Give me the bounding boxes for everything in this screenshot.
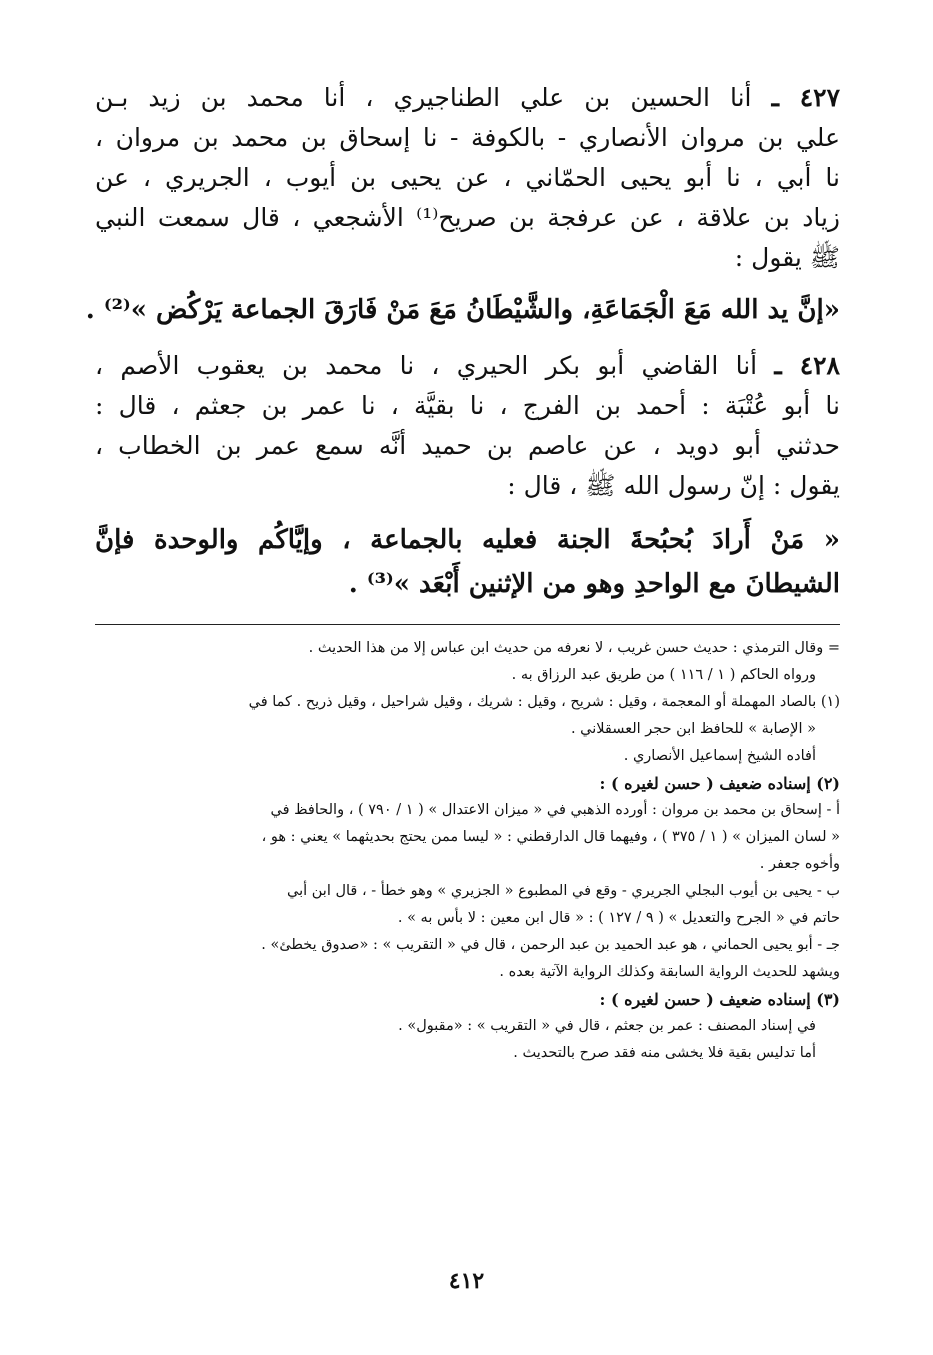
footnote-1: (١) بالصاد المهملة أو المعجمة ، وقيل : شريح ، وقيل : شريك ، وقيل شراحيل ، وقيل ذريح . كما في — [248, 694, 840, 710]
footnote-line: أفاده الشيخ إسماعيل الأنصاري . — [623, 748, 816, 764]
hadith-line: نا أبي ، نا أبو يحيى الحمّاني ، عن يحيى بن أيوب ، الجريري ، عن — [95, 163, 840, 192]
footnote-line: = وقال الترمذي : حديث حسن غريب ، لا نعرفه من حديث ابن عباس إلا من هذا الحديث . — [308, 640, 840, 656]
hadith-428 — [95, 346, 840, 606]
footnote-line: وأخوه جعفر . — [759, 856, 840, 872]
hadith-line: يقول : إنّ رسول الله ﷺ ، قال : — [507, 471, 840, 500]
hadith-line: نا أبو عُتْبَة : أحمد بن الفرج ، نا بقيَّة ، نا عمر بن جعثم ، قال : — [95, 391, 840, 420]
page-body — [85, 78, 841, 1067]
hadith-number: ٤٢٧ ـ — [771, 83, 841, 112]
footnote-line: « الإصابة » للحافظ ابن حجر العسقلاني . — [570, 721, 816, 737]
hadith-line: علي بن مروان الأنصاري - بالكوفة - نا إسحاق بن محمد بن مروان ، — [95, 123, 840, 152]
hadith-line: ٤٢٧ ـ أنا الحسين بن علي الطناجيري ، أنا محمد بن زيد بـن — [95, 83, 841, 112]
footnote-line: في إسناد المصنف : عمر بن جعثم ، قال في « التقريب » : «مقبول» . — [398, 1018, 816, 1034]
footnote-line: ب - يحيى بن أيوب البجلي الجريري - وقع في المطبوع « الجزيري » وهو خطأ - ، قال ابن أبي — [286, 883, 840, 899]
footnote-2-title: (٢) إسناده ضعيف ( حسن لغيره ) : — [599, 774, 840, 793]
footnote-line: ورواه الحاكم ( ١ / ١١٦ ) من طريق عبد الرزاق به . — [511, 667, 816, 683]
hadith-quote: « مَنْ أَرادَ بُحبُحةَ الجنة فعليه بالجماعة ، وإيَّاكُم والوحدة فإنَّ — [95, 525, 840, 555]
footnote-line: ويشهد للحديث الرواية السابقة وكذلك الرواية الآتية بعده . — [499, 964, 840, 980]
hadith-line: زياد بن علاقة ، عن عرفجة بن صريح⁽¹⁾ الأشجعي ، قال سمعت النبي — [95, 203, 840, 232]
footnote-line: أما تدليس بقية فلا يخشى منه فقد صرح بالتحديث . — [513, 1045, 816, 1061]
hadith-line: ٤٢٨ ـ أنا القاضي أبو بكر الحيري ، نا محمد بن يعقوب الأصم ، — [95, 351, 840, 380]
footnote-separator — [95, 624, 840, 625]
footnote-line: « لسان الميزان » ( ١ / ٣٧٥ ) ، وفيهما قال الدارقطني : « ليسا ممن يحتج بحديثهما » يعني : هو ، — [261, 829, 840, 845]
hadith-427 — [85, 78, 841, 332]
hadith-line: حدثني أبو دويد ، عن عاصم بن حميد أنَّه سمع عمر بن الخطاب ، — [95, 431, 840, 460]
footnotes — [95, 635, 840, 1067]
page-number: ٤١٢ — [448, 1268, 485, 1294]
hadith-quote: الشيطانَ مع الواحدِ وهو من الإثنين أَبْعَد »⁽³⁾ . — [348, 569, 840, 599]
footnote-line: أ - إسحاق بن محمد بن مروان : أورده الذهبي في « ميزان الاعتدال » ( ١ / ٧٩٠ ) ، والحافظ في — [270, 802, 840, 818]
footnote-line: حاتم في « الجرح والتعديل » ( ٩ / ١٢٧ ) : « قال ابن معين : لا بأس به » . — [397, 910, 840, 926]
hadith-number: ٤٢٨ ـ — [774, 351, 840, 380]
hadith-line: ﷺ يقول : — [734, 243, 840, 272]
footnote-line: جـ - أبو يحيى الحماني ، هو عبد الحميد بن عبد الرحمن ، قال في « التقريب » : «صدوق يخطئ» . — [261, 937, 840, 953]
footnote-3-title: (٣) إسناده ضعيف ( حسن لغيره ) : — [599, 990, 840, 1009]
hadith-quote: «إنَّ يد الله مَعَ الْجَمَاعَةِ، والشَّيْطَانُ مَعَ مَنْ فَارَقَ الجماعة يَرْكُض »⁽²⁾ . — [85, 295, 840, 325]
